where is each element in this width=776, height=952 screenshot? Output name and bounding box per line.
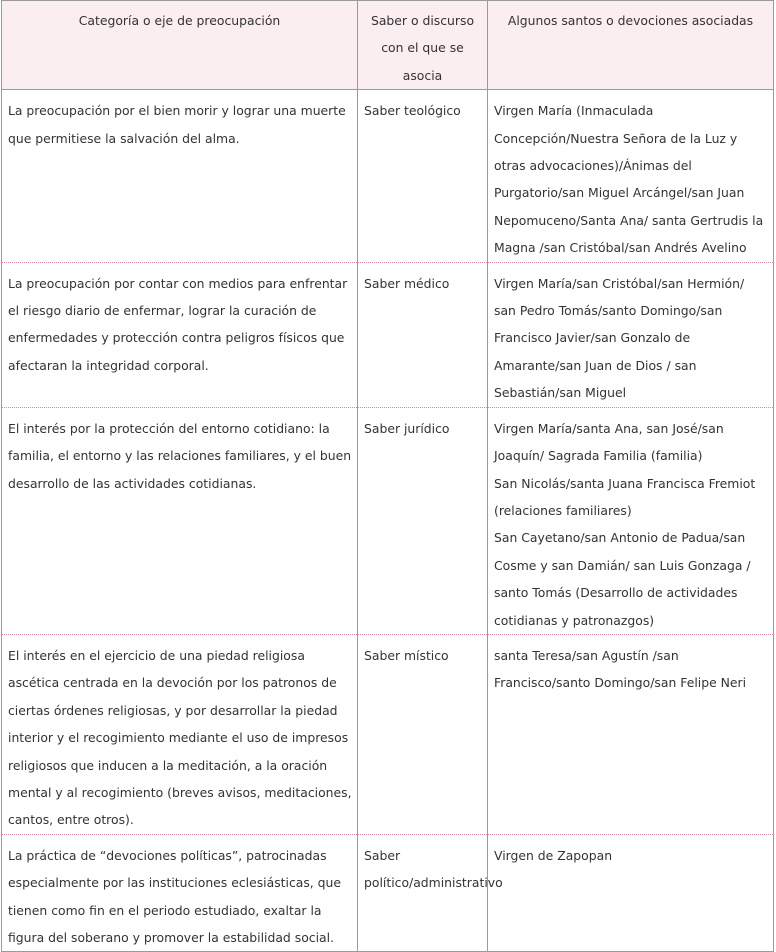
santos-text-actividades: San Cayetano/san Antonio de Padua/san Cosme y san Damián/ san Luis Gonzaga / santo Tomás (Desarrollo de actividades cotidianas y patronazgos): [494, 530, 751, 628]
cell-category: La preocupación por contar con medios para enfrentar el riesgo diario de enfermar, lograr la curación de enfermedades y protección contra peligros físicos que afectaran la integridad corporal.: [2, 262, 358, 407]
cell-santos: [488, 834, 774, 952]
santos-text: Virgen de Zapopan: [494, 847, 613, 863]
santos-text: Virgen María (Inmaculada Concepción/Nuestra Señora de la Luz y otras advocaciones)/Ánimas del Purgatorio/san Miguel Arcángel/san Juan Nepomuceno/Santa Ana/ santa Gertrudis la Magna /san Cristóbal/san Andrés Avelino: [494, 103, 764, 256]
cell-santos: [488, 634, 774, 834]
table-row: [2, 834, 774, 952]
santos-text-familia: Virgen María/santa Ana, san José/san Joaquín/ Sagrada Familia (familia): [494, 420, 724, 464]
cell-category: El interés en el ejercicio de una piedad religiosa ascética centrada en la devoción por los patronos de ciertas órdenes religiosas, y por desarrollar la piedad interior y el recogimiento mediante el uso de impresos religiosos que inducen a la meditación, a la oración mental y al recogimiento (breves avisos, meditaciones, cantos, entre otros).: [2, 634, 358, 834]
table-row: [2, 634, 774, 834]
cell-santos: [488, 262, 774, 407]
header-category: Categoría o eje de preocupación: [2, 1, 358, 90]
cell-category: La práctica de “devociones políticas”, patrocinadas especialmente por las instituciones eclesiásticas, que tienen como fin en el periodo estudiado, exaltar la figura del soberano y promover la estabilidad social.: [2, 834, 358, 952]
table-row: [2, 90, 774, 262]
table-header-row: [2, 1, 774, 90]
cell-saber: Saber teológico: [358, 90, 488, 262]
santos-text-relaciones: San Nicolás/santa Juana Francisca Fremiot (relaciones familiares): [494, 475, 756, 518]
cell-santos: [488, 90, 774, 262]
header-saber: Saber o discurso con el que se asocia: [358, 1, 488, 90]
table-row: [2, 262, 774, 407]
cell-saber: Saber político/administrativo: [358, 834, 488, 952]
santos-text: santa Teresa/san Agustín /san Francisco/santo Domingo/san Felipe Neri: [494, 647, 747, 691]
cell-santos: [488, 407, 774, 634]
cell-saber: Saber jurídico: [358, 407, 488, 634]
devotions-table-container: [1, 0, 773, 945]
cell-saber: Saber médico: [358, 262, 488, 407]
table-row: [2, 407, 774, 634]
cell-category: La preocupación por el bien morir y lograr una muerte que permitiese la salvación del alma.: [2, 90, 358, 262]
header-santos: Algunos santos o devociones asociadas: [488, 1, 774, 90]
cell-category: El interés por la protección del entorno cotidiano: la familia, el entorno y las relaciones familiares, y el buen desarrollo de las actividades cotidianas.: [2, 407, 358, 634]
devotions-table: [1, 0, 774, 952]
santos-text: Virgen María/san Cristóbal/san Hermión/ san Pedro Tomás/santo Domingo/san Francisco Javier/san Gonzalo de Amarante/san Juan de Dios / san Sebastián/san Miguel: [494, 275, 745, 401]
cell-saber: Saber místico: [358, 634, 488, 834]
